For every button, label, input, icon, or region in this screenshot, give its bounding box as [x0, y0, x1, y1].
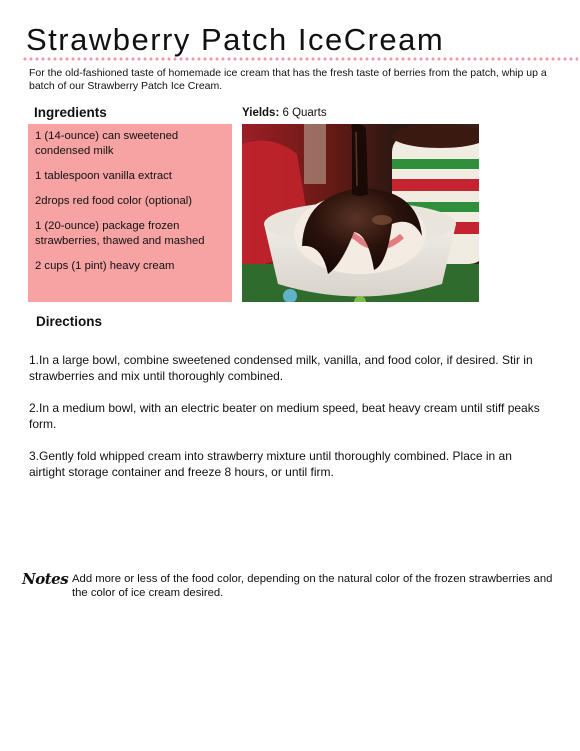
direction-step: 2.In a medium bowl, with an electric beater on medium speed, beat heavy cream until stiff peaks form. — [29, 401, 540, 431]
ingredients-list — [35, 129, 224, 274]
ice-cream-photo — [242, 124, 479, 302]
dotted-divider — [22, 57, 578, 61]
ingredient-item: 1 (20-ounce) package frozen strawberries, thawed and mashed — [35, 220, 205, 247]
directions-list — [29, 352, 549, 496]
ingredients-box — [28, 124, 232, 302]
direction-step: 3.Gently fold whipped cream into strawberry mixture until thoroughly combined. Place in an airtight storage container and freeze 8 hours, or until firm. — [29, 449, 512, 479]
ingredient-item: 2 cups (1 pint) heavy cream — [35, 260, 175, 272]
recipe-title: Strawberry Patch IceCream — [26, 22, 445, 57]
direction-step: 1.In a large bowl, combine sweetened condensed milk, vanilla, and food color, if desired. Stir in strawberries and mix until thoroughly combined. — [29, 353, 533, 383]
notes-text: Add more or less of the food color, depending on the natural color of the frozen strawberries and the color of ice cream desired. — [72, 573, 553, 599]
yields-label: Yields: — [242, 107, 280, 119]
ice-cream-illustration — [242, 124, 479, 302]
ingredient-item: 1 (14-ounce) can sweetened condensed milk — [35, 130, 179, 157]
directions-heading: Directions — [36, 314, 103, 329]
yields-value: 6 Quarts — [279, 107, 327, 119]
recipe-intro: For the old-fashioned taste of homemade ice cream that has the fresh taste of berries from the patch, whip up a batch of our Strawberry Patch Ice Cream. — [29, 67, 547, 92]
ingredient-item: 2drops red food color (optional) — [35, 195, 192, 207]
ingredient-item: 1 tablespoon vanilla extract — [35, 170, 172, 182]
ingredients-heading: Ingredients — [34, 105, 107, 120]
yields — [242, 107, 327, 119]
notes-label: Notes — [22, 570, 69, 588]
